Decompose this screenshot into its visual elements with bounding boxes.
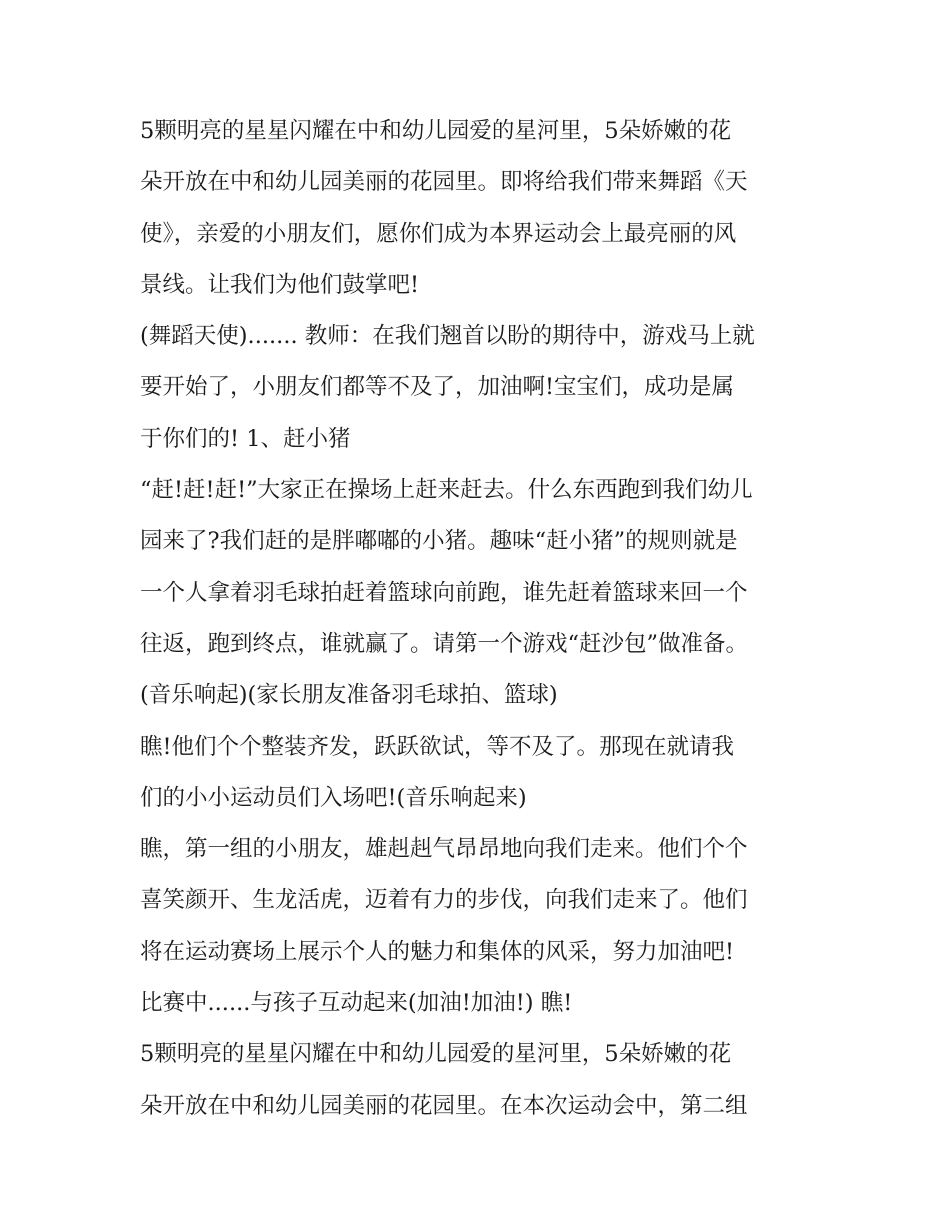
- document-body: [140, 106, 830, 1132]
- text-line: 往返，跑到终点，谁就赢了。请第一个游戏“赶沙包”做准备。: [140, 630, 749, 657]
- text-line: 们的小小运动员们入场吧!(音乐响起来): [140, 784, 527, 811]
- text-line: 于你们的! 1、赶小猪: [140, 425, 351, 452]
- text-line: 朵开放在中和幼儿园美丽的花园里。在本次运动会中，第二组: [140, 1092, 748, 1119]
- text-line: 5颗明亮的星星闪耀在中和幼儿园爱的星河里，5朵娇嫩的花: [140, 118, 732, 144]
- text-line: 喜笑颜开、生龙活虎，迈着有力的步伐，向我们走来了。他们: [140, 887, 748, 914]
- text-line: (音乐响起)(家长朋友准备羽毛球拍、篮球): [140, 682, 558, 709]
- text-line: 将在运动赛场上展示个人的魅力和集体的风采，努力加油吧!: [140, 938, 735, 965]
- text-line: (舞蹈天使)....... 教师：在我们翘首以盼的期待中，游戏马上就: [140, 323, 755, 350]
- text-line: 景线。让我们为他们鼓掌吧!: [140, 271, 420, 298]
- text-line: 一个人拿着羽毛球拍赶着篮球向前跑，谁先赶着篮球来回一个: [140, 579, 748, 606]
- text-line: 瞧!他们个个整装齐发，跃跃欲试，等不及了。那现在就请我: [140, 733, 735, 760]
- text-line: 朵开放在中和幼儿园美丽的花园里。即将给我们带来舞蹈《天: [140, 169, 748, 196]
- text-line: 使》，亲爱的小朋友们，愿你们成为本界运动会上最亮丽的风: [140, 220, 737, 247]
- text-line: “赶!赶!赶!”大家正在操场上赶来赶去。什么东西跑到我们幼儿: [140, 477, 753, 504]
- text-line: 园来了?我们赶的是胖嘟嘟的小猪。趣味“赶小猪”的规则就是: [140, 528, 738, 555]
- text-line: 瞧，第一组的小朋友，雄赳赳气昂昂地向我们走来。他们个个: [140, 836, 748, 863]
- text-line: 要开始了，小朋友们都等不及了，加油啊!宝宝们，成功是属: [140, 374, 735, 401]
- text-line: 5颗明亮的星星闪耀在中和幼儿园爱的星河里，5朵娇嫩的花: [140, 1041, 732, 1068]
- text-line: 比赛中......与孩子互动起来(加油!加油!) 瞧!: [140, 990, 573, 1017]
